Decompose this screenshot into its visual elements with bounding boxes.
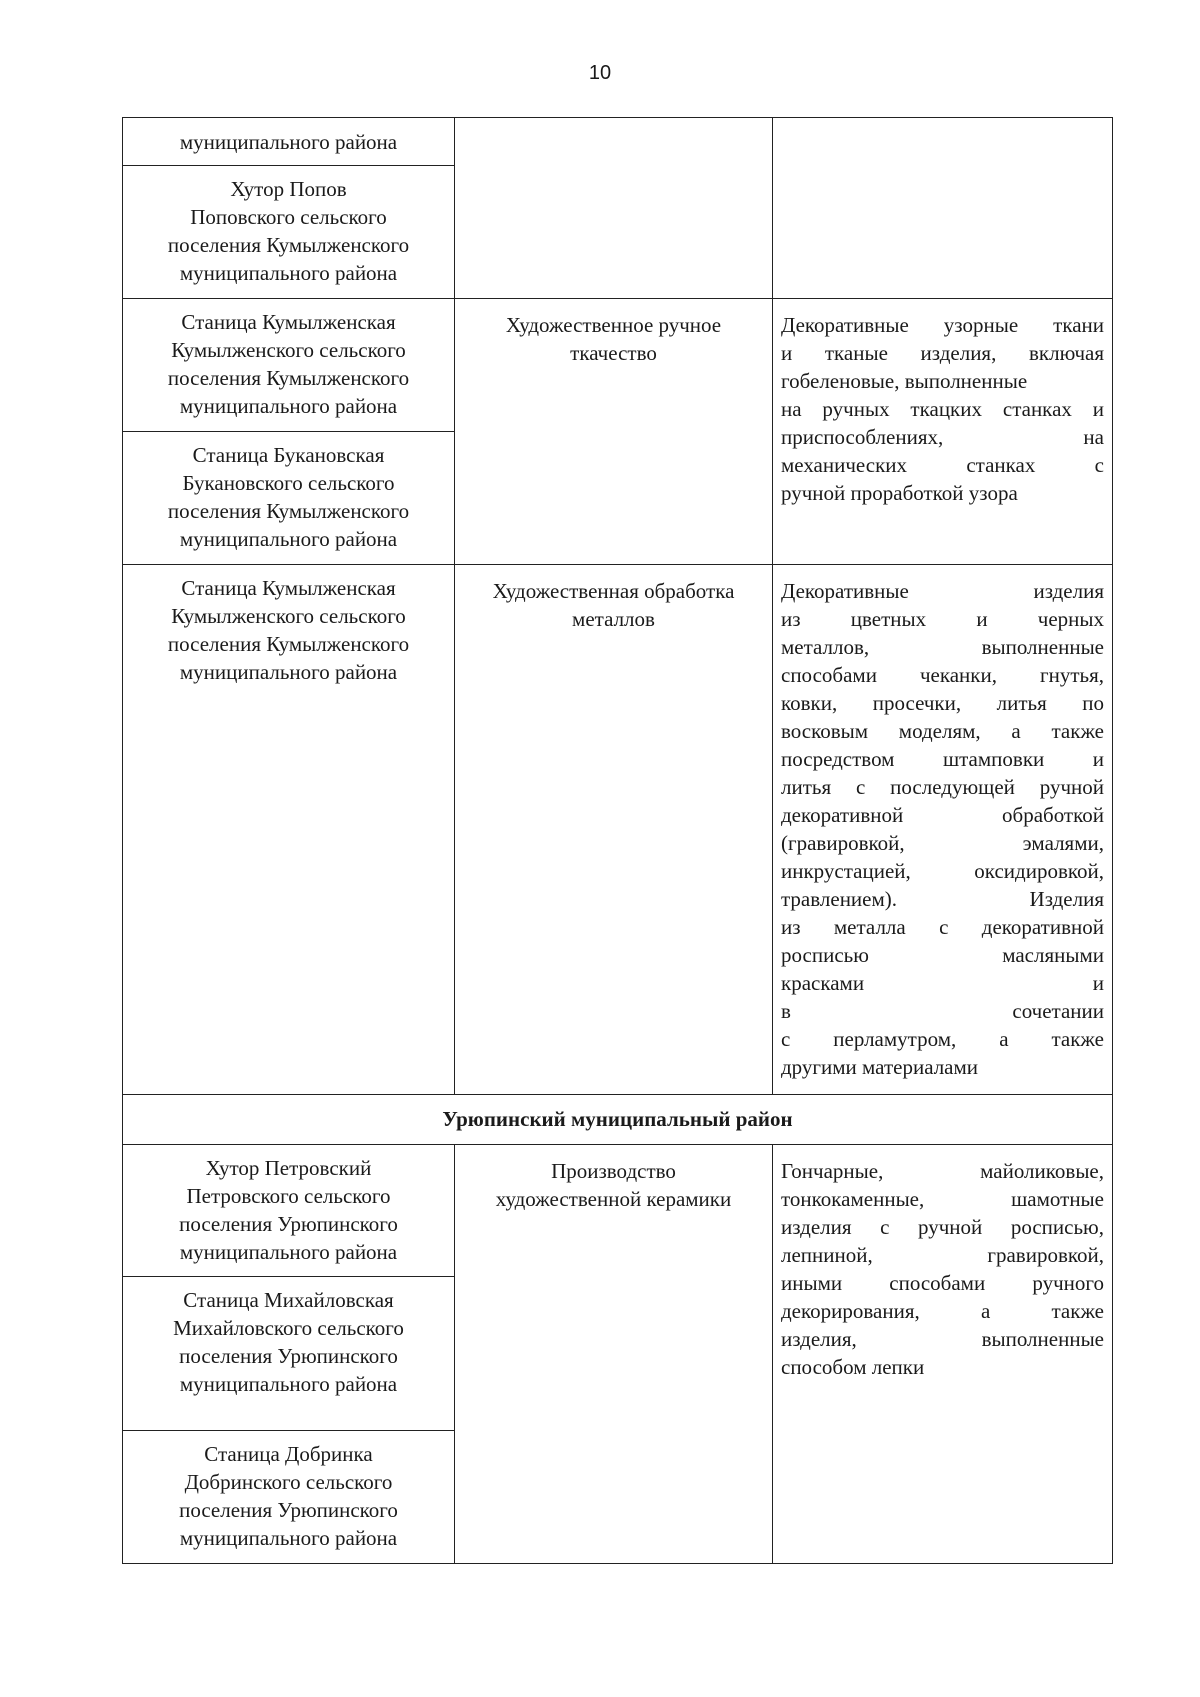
settlement-line: муниципального района — [179, 1240, 398, 1264]
description-line: из цветных и черных — [781, 607, 1104, 631]
description-cell — [773, 299, 1113, 565]
settlement-line: Станица Михайловская — [183, 1288, 394, 1312]
craft-title-line: металлов — [572, 607, 655, 631]
description-line: способами чеканки, гнутья, — [781, 663, 1104, 687]
description-line: Гончарные, майоликовые, — [781, 1159, 1104, 1183]
section-row — [123, 1095, 1113, 1145]
settlement-line: поселения Урюпинского — [179, 1212, 398, 1236]
settlement-text: муниципального района — [179, 130, 398, 154]
description-line: в сочетании — [781, 999, 1104, 1023]
description-line: декорирования, а также — [781, 1299, 1104, 1323]
settlement-line: муниципального района — [179, 394, 398, 418]
description-line: декоративной обработкой — [781, 803, 1104, 827]
description-line: изделия с ручной росписью, — [781, 1215, 1104, 1239]
settlement-line: Станица Букановская — [192, 443, 385, 467]
settlement-cell — [123, 1431, 455, 1564]
description-line: приспособлениях, на — [781, 425, 1104, 449]
description-line: инкрустацией, оксидировкой, — [781, 859, 1104, 883]
settlement-line: поселения Кумылженского — [167, 632, 410, 656]
description-line: красками и — [781, 971, 1104, 995]
settlement-line: муниципального района — [179, 527, 398, 551]
craft-cell — [455, 1145, 773, 1564]
description-line: восковым моделям, а также — [781, 719, 1104, 743]
settlement-line: поселения Кумылженского — [167, 366, 410, 390]
description-line: иными способами ручного — [781, 1271, 1104, 1295]
page-number: 10 — [588, 62, 612, 84]
settlement-line: муниципального района — [179, 1372, 398, 1396]
table-row — [123, 1145, 1113, 1277]
craft-cell — [455, 118, 773, 299]
description-line: посредством штамповки и — [781, 747, 1104, 771]
crafts-table — [122, 117, 1113, 1564]
description-line: Декоративные изделия — [781, 579, 1104, 603]
description-cell — [773, 565, 1113, 1095]
settlement-line: Петровского сельского — [186, 1184, 391, 1208]
description-line: тонкокаменные, шамотные — [781, 1187, 1104, 1211]
description-line: из металла с декоративной — [781, 915, 1104, 939]
settlement-cell — [123, 118, 455, 166]
section-heading: Урюпинский муниципальный район — [123, 1095, 1113, 1145]
description-line: изделия, выполненные — [781, 1327, 1104, 1351]
settlement-cell — [123, 166, 455, 299]
settlement-cell — [123, 432, 455, 565]
description-line: способом лепки — [781, 1355, 925, 1379]
craft-cell — [455, 565, 773, 1095]
settlement-line: Хутор Петровский — [205, 1156, 372, 1180]
settlement-line: поселения Урюпинского — [179, 1344, 398, 1368]
craft-title-line: художественной керамики — [495, 1187, 732, 1211]
description-line: механических станках с — [781, 453, 1104, 477]
description-line: травлением). Изделия — [781, 887, 1104, 911]
settlement-cell — [123, 1277, 455, 1431]
description-cell — [773, 1145, 1113, 1564]
description-line: ручной проработкой узора — [781, 481, 1018, 505]
settlement-line: Кумылженского сельского — [171, 604, 406, 628]
description-line: (гравировкой, эмалями, — [781, 831, 1104, 855]
settlement-cell — [123, 299, 455, 432]
table-row — [123, 118, 1113, 166]
description-line: другими материалами — [781, 1055, 979, 1079]
settlement-line: Хутор Попов — [230, 177, 347, 201]
settlement-line: Букановского сельского — [182, 471, 395, 495]
settlement-cell — [123, 565, 455, 1095]
description-line: на ручных ткацких станках и — [781, 397, 1104, 421]
description-line: и тканые изделия, включая — [781, 341, 1104, 365]
description-cell — [773, 118, 1113, 299]
description-line: с перламутром, а также — [781, 1027, 1104, 1051]
settlement-line: Станица Кумылженская — [181, 310, 396, 334]
craft-title-line: Художественное ручное — [505, 313, 722, 337]
description-line: литья с последующей ручной — [781, 775, 1104, 799]
settlement-line: Михайловского сельского — [173, 1316, 404, 1340]
craft-title-line: Художественная обработка — [492, 579, 735, 603]
settlement-line: муниципального района — [179, 660, 398, 684]
description-line: гобеленовые, выполненные — [781, 369, 1028, 393]
table-row — [123, 565, 1113, 1095]
craft-title-line: ткачество — [570, 341, 657, 365]
settlement-line: Кумылженского сельского — [171, 338, 406, 362]
settlement-line: Станица Добринка — [204, 1442, 373, 1466]
description-line: Декоративные узорные ткани — [781, 313, 1104, 337]
settlement-line: Добринского сельского — [184, 1470, 393, 1494]
description-line: металлов, выполненные — [781, 635, 1104, 659]
settlement-cell — [123, 1145, 455, 1277]
settlement-line: поселения Кумылженского — [167, 499, 410, 523]
settlement-line: поселения Урюпинского — [179, 1498, 398, 1522]
description-line: ковки, просечки, литья по — [781, 691, 1104, 715]
settlement-line: поселения Кумылженского — [167, 233, 410, 257]
description-line: росписью масляными — [781, 943, 1104, 967]
settlement-line: Поповского сельского — [190, 205, 387, 229]
craft-cell — [455, 299, 773, 565]
settlement-line: муниципального района — [179, 1526, 398, 1550]
settlement-line: Станица Кумылженская — [181, 576, 396, 600]
settlement-line: муниципального района — [179, 261, 398, 285]
description-line: лепниной, гравировкой, — [781, 1243, 1104, 1267]
craft-title-line: Производство — [551, 1159, 676, 1183]
table-row — [123, 299, 1113, 432]
